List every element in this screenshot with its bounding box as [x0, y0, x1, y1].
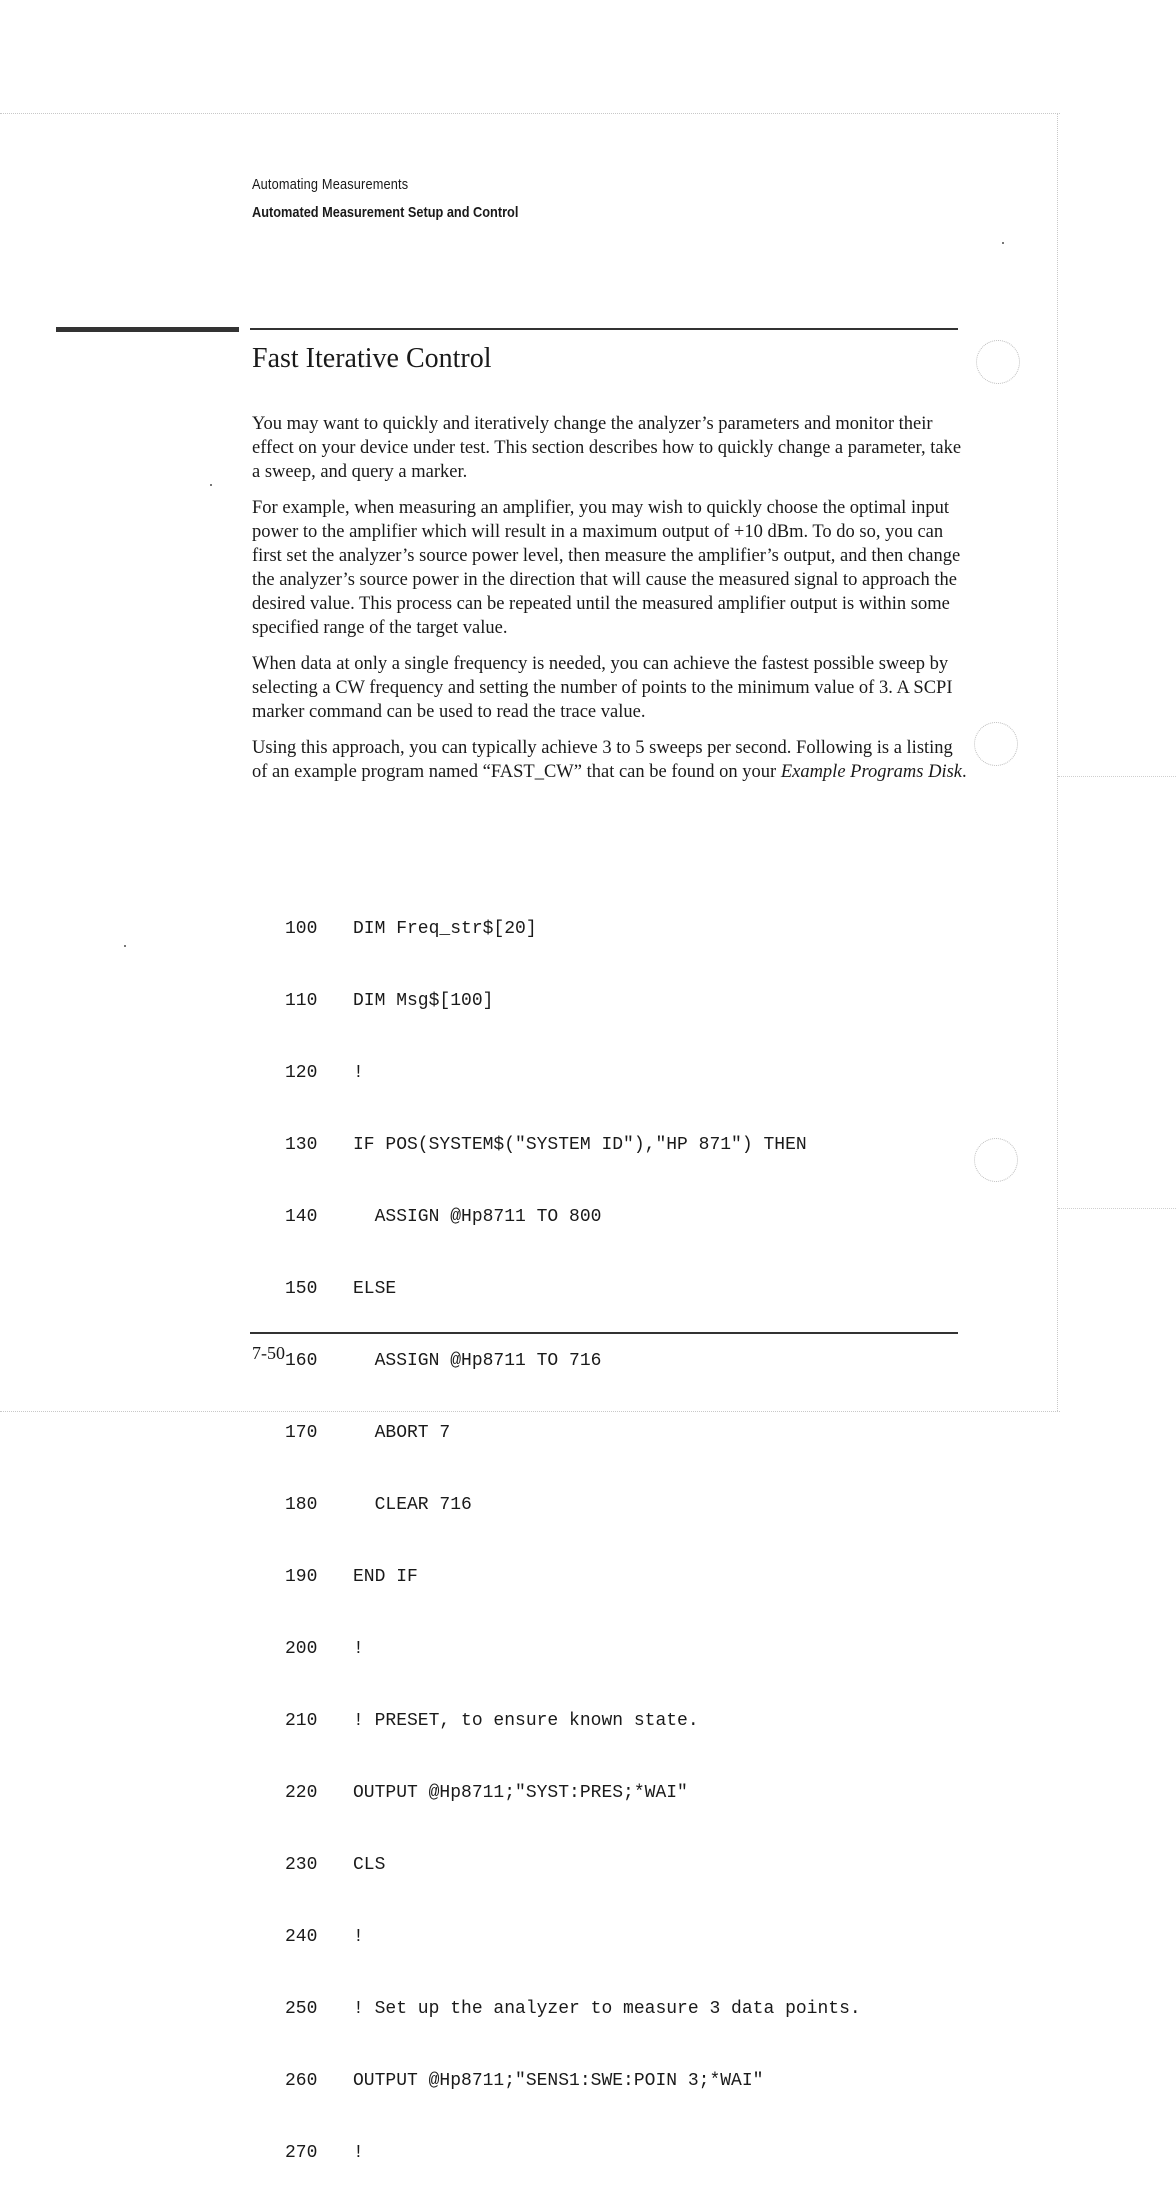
- line-number: 260: [285, 2071, 318, 2091]
- code-line: [285, 1493, 861, 1517]
- line-number: 160: [285, 1351, 318, 1371]
- code-line: [285, 2069, 861, 2093]
- scan-edge-top: [0, 113, 1060, 114]
- code-text: DIM Freq_str$[20]: [353, 919, 537, 939]
- code-line: [285, 1349, 861, 1373]
- code-text: DIM Msg$[100]: [353, 991, 494, 1011]
- disk-name: Example Programs Disk: [780, 762, 963, 782]
- running-header-subsection: Automated Measurement Setup and Control: [252, 204, 519, 221]
- line-number: 270: [285, 2143, 318, 2163]
- code-line: [285, 2141, 861, 2165]
- paragraph: For example, when measuring an amplifier, you may wish to quickly choose the optimal input power to the amplifier which will result in a maximum output of +10 dBm. To do so, you can first set the analyzer’s source power level, then measure the amplifier’s output, and then change the analyzer’s source power in the direction that will cause the measured signal to approach the desired value. This process can be repeated until the measured amplifier output is within some specified range of the target value.: [252, 498, 961, 638]
- line-number: 130: [285, 1135, 318, 1155]
- section-title: Fast Iterative Control: [252, 343, 492, 374]
- code-text: !: [353, 2143, 364, 2163]
- section-marker-bar: [56, 327, 239, 332]
- line-number: 100: [285, 919, 318, 939]
- code-line: [285, 1205, 861, 1229]
- running-header-section: Automating Measurements: [252, 176, 409, 193]
- code-line: [285, 1277, 861, 1301]
- code-line: [285, 1133, 861, 1157]
- code-line: [285, 917, 861, 941]
- code-text: OUTPUT @Hp8711;"SENS1:SWE:POIN 3;*WAI": [353, 2071, 764, 2091]
- scan-speck: [124, 945, 126, 947]
- scan-speck: [1002, 242, 1004, 244]
- binder-hole: [974, 722, 1018, 766]
- line-number: 110: [285, 991, 318, 1011]
- code-text: ASSIGN @Hp8711 TO 800: [353, 1207, 602, 1227]
- paragraph: [252, 736, 972, 784]
- code-line: [285, 1565, 861, 1589]
- line-number: 210: [285, 1711, 318, 1731]
- scan-mark: [1058, 1208, 1176, 1209]
- code-text: !: [353, 1063, 364, 1083]
- line-number: 190: [285, 1567, 318, 1587]
- binder-hole: [976, 340, 1020, 384]
- code-line: [285, 989, 861, 1013]
- code-text: IF POS(SYSTEM$("SYSTEM ID"),"HP 871") THEN: [353, 1135, 807, 1155]
- code-text: ! Set up the analyzer to measure 3 data points.: [353, 1999, 861, 2019]
- page-number: 7-50: [252, 1343, 285, 1363]
- line-number: 150: [285, 1279, 318, 1299]
- binder-hole: [974, 1138, 1018, 1182]
- paragraph-text: .: [962, 762, 967, 782]
- code-text: OUTPUT @Hp8711;"SYST:PRES;*WAI": [353, 1783, 688, 1803]
- code-line: [285, 1421, 861, 1445]
- line-number: 230: [285, 1855, 318, 1875]
- body-text: [252, 412, 972, 796]
- code-line: [285, 1925, 861, 1949]
- code-listing: [285, 869, 861, 2189]
- code-text: ABORT 7: [353, 1423, 451, 1443]
- scan-edge-right: [1057, 113, 1058, 1411]
- code-line: [285, 1637, 861, 1661]
- footer-rule: [250, 1332, 958, 1334]
- code-line: [285, 1997, 861, 2021]
- code-line: [285, 1709, 861, 1733]
- scan-mark: [1058, 776, 1176, 777]
- code-line: [285, 1853, 861, 1877]
- paragraph-text: Using this approach, you can typically achieve 3 to 5 sweeps per second. Following is a listing of an example program named “FAST_CW” that can be found on your: [252, 738, 953, 782]
- code-text: ELSE: [353, 1279, 397, 1299]
- line-number: 240: [285, 1927, 318, 1947]
- scan-speck: [210, 484, 212, 486]
- line-number: 220: [285, 1783, 318, 1803]
- line-number: 140: [285, 1207, 318, 1227]
- code-line: [285, 1781, 861, 1805]
- code-text: CLS: [353, 1855, 386, 1875]
- code-text: END IF: [353, 1567, 418, 1587]
- code-text: !: [353, 1927, 364, 1947]
- line-number: 180: [285, 1495, 318, 1515]
- paragraph: When data at only a single frequency is needed, you can achieve the fastest possible sweep by selecting a CW frequency and setting the number of points to the minimum value of 3. A SCPI marker command can be used to read the trace value.: [252, 654, 953, 722]
- paragraph: You may want to quickly and iteratively change the analyzer’s parameters and monitor their effect on your device under test. This section describes how to quickly change a parameter, take a sweep, and query a marker.: [252, 414, 962, 482]
- code-text: !: [353, 1639, 364, 1659]
- code-line: [285, 1061, 861, 1085]
- code-text: CLEAR 716: [353, 1495, 472, 1515]
- line-number: 250: [285, 1999, 318, 2019]
- line-number: 200: [285, 1639, 318, 1659]
- line-number: 120: [285, 1063, 318, 1083]
- code-text: ASSIGN @Hp8711 TO 716: [353, 1351, 602, 1371]
- line-number: 170: [285, 1423, 318, 1443]
- code-text: ! PRESET, to ensure known state.: [353, 1711, 699, 1731]
- section-rule: [250, 328, 958, 330]
